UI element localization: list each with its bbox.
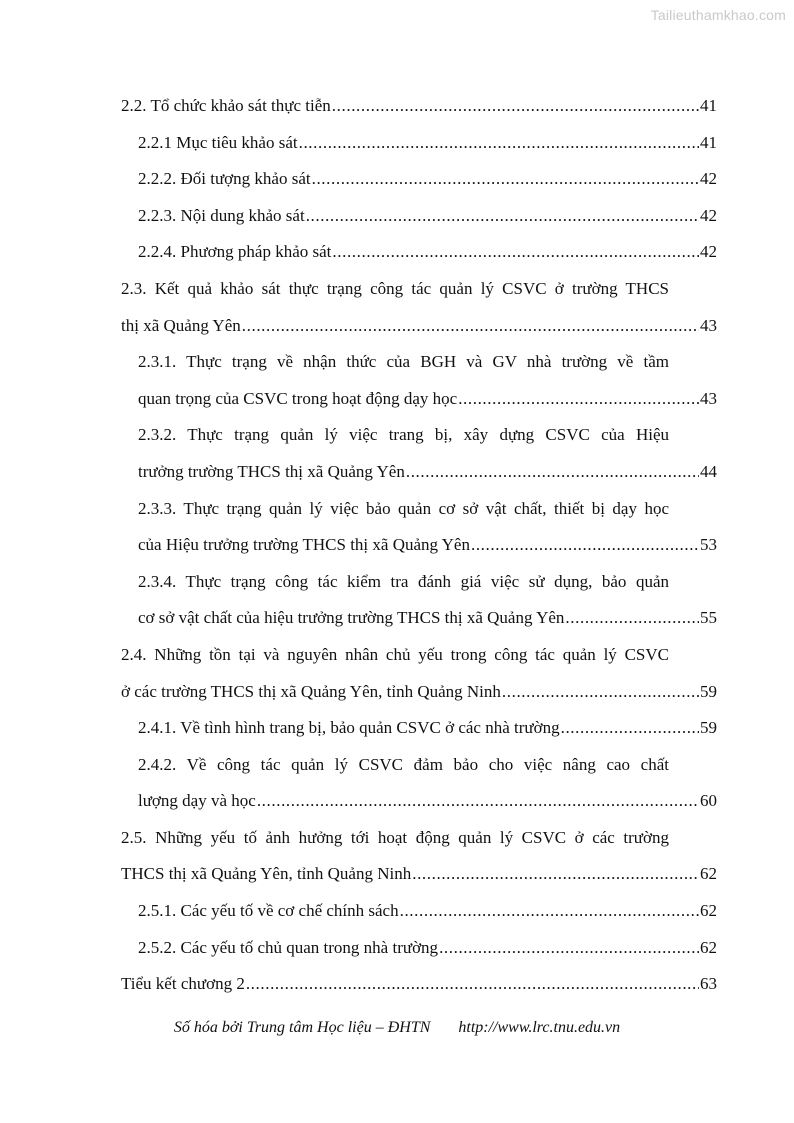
toc-entry-title: 2.2.4. Phương pháp khảo sát	[138, 242, 332, 262]
toc-entry-row	[121, 966, 717, 1003]
dot-leader	[458, 381, 699, 418]
toc-entry-line: 2.3.4. Thực trạng công tác kiểm tra đánh giá việc sử dụng, bảo quản	[138, 571, 669, 591]
dot-leader	[561, 710, 699, 747]
toc-entry-line: 2.3.2. Thực trạng quản lý việc trang bị, xây dựng CSVC của Hiệu	[138, 425, 669, 445]
toc-entry-row	[121, 856, 717, 893]
toc-entry[interactable]	[121, 966, 717, 1003]
toc-page-number: 63	[700, 974, 717, 994]
toc-entry-row	[138, 381, 717, 418]
toc-entry-title: 2.2.2. Đối tượng khảo sát	[138, 169, 311, 189]
toc-entry-line: 2.4.2. Về công tác quản lý CSVC đảm bảo cho việc nâng cao chất	[138, 754, 669, 774]
toc-entry-row	[138, 930, 717, 967]
dot-leader	[242, 308, 699, 345]
dot-leader	[299, 125, 699, 162]
toc-entry-row	[121, 674, 717, 711]
toc-page-number: 55	[700, 608, 717, 628]
toc-entry-line: 2.3.1. Thực trạng về nhận thức của BGH và GV nhà trường về tầm	[138, 352, 669, 372]
page-footer	[0, 1019, 794, 1037]
toc-entry-row	[138, 125, 717, 162]
toc-entry[interactable]	[121, 417, 717, 490]
toc-entry-title: cơ sở vật chất của hiệu trưởng trường THCS thị xã Quảng Yên	[138, 608, 565, 628]
dot-leader	[406, 454, 699, 491]
toc-entry[interactable]	[121, 198, 717, 235]
dot-leader	[306, 198, 699, 235]
table-of-contents	[121, 88, 717, 1003]
toc-entry-line: 2.3. Kết quả khảo sát thực trạng công tác quản lý CSVC ở trường THCS	[121, 278, 669, 298]
toc-page-number: 41	[700, 96, 717, 115]
toc-entry[interactable]	[121, 893, 717, 930]
dot-leader	[565, 600, 699, 637]
toc-entry[interactable]	[121, 234, 717, 271]
toc-entry-row	[138, 527, 717, 564]
toc-page-number: 44	[700, 461, 717, 481]
toc-page-number: 59	[700, 718, 717, 738]
toc-entry[interactable]	[121, 88, 717, 125]
dot-leader	[246, 966, 699, 1003]
toc-entry-title: trưởng trường THCS thị xã Quảng Yên	[138, 461, 405, 481]
toc-page-number: 62	[700, 901, 717, 921]
dot-leader	[412, 856, 699, 893]
toc-entry[interactable]	[121, 271, 717, 344]
toc-entry-row	[138, 161, 717, 198]
toc-entry-title: lượng dạy và học	[138, 791, 256, 811]
toc-entry[interactable]	[121, 161, 717, 198]
dot-leader	[439, 930, 699, 967]
toc-entry-line: 2.5. Những yếu tố ảnh hưởng tới hoạt động quản lý CSVC ở các trường	[121, 827, 669, 847]
toc-entry-row	[138, 783, 717, 820]
toc-page-number: 53	[700, 535, 717, 555]
footer-url: http://www.lrc.tnu.edu.vn	[458, 1019, 621, 1036]
toc-page-number: 43	[700, 315, 717, 335]
toc-entry-title: 2.5.2. Các yếu tố chủ quan trong nhà trường	[138, 937, 439, 957]
toc-entry-title: 2.2. Tổ chức khảo sát thực tiễn	[121, 96, 331, 115]
dot-leader	[332, 234, 699, 271]
watermark-text: Tailieuthamkhao.com	[650, 7, 786, 23]
dot-leader	[332, 88, 699, 125]
toc-entry-title: 2.4.1. Về tình hình trang bị, bảo quản CSVC ở các nhà trường	[138, 718, 560, 738]
dot-leader	[471, 527, 699, 564]
toc-entry-row	[138, 893, 717, 930]
toc-entry-title: ở các trường THCS thị xã Quảng Yên, tỉnh Quảng Ninh	[121, 681, 501, 701]
toc-entry[interactable]	[121, 710, 717, 747]
toc-page-number: 43	[700, 388, 717, 408]
dot-leader	[400, 893, 699, 930]
toc-page-number: 62	[700, 937, 717, 957]
toc-entry-title: của Hiệu trưởng trường THCS thị xã Quảng Yên	[138, 535, 470, 555]
toc-entry-row	[138, 710, 717, 747]
toc-entry-title: 2.5.1. Các yếu tố về cơ chế chính sách	[138, 901, 399, 921]
toc-entry-title: 2.2.1 Mục tiêu khảo sát	[138, 132, 298, 152]
toc-page-number: 41	[700, 132, 717, 152]
dot-leader	[502, 674, 699, 711]
toc-entry-title: quan trọng của CSVC trong hoạt động dạy học	[138, 388, 458, 408]
toc-entry-row	[138, 454, 717, 491]
dot-leader	[257, 783, 699, 820]
toc-page-number: 59	[700, 681, 717, 701]
toc-entry[interactable]	[121, 820, 717, 893]
toc-entry-row	[138, 198, 717, 235]
toc-entry-title: thị xã Quảng Yên	[121, 315, 241, 335]
toc-entry-title: 2.2.3. Nội dung khảo sát	[138, 205, 305, 225]
toc-page-number: 62	[700, 864, 717, 884]
footer-credit: Số hóa bởi Trung tâm Học liệu – ĐHTN	[173, 1019, 431, 1036]
toc-entry-row	[121, 88, 717, 125]
toc-entry-title: THCS thị xã Quảng Yên, tỉnh Quảng Ninh	[121, 864, 412, 884]
toc-page-number: 42	[700, 169, 717, 189]
toc-entry[interactable]	[121, 125, 717, 162]
toc-entry-title: Tiểu kết chương 2	[121, 974, 245, 994]
toc-entry[interactable]	[121, 747, 717, 820]
toc-entry-row	[138, 234, 717, 271]
toc-entry[interactable]	[121, 491, 717, 564]
toc-entry-line: 2.4. Những tồn tại và nguyên nhân chủ yếu trong công tác quản lý CSVC	[121, 644, 669, 664]
toc-entry[interactable]	[121, 637, 717, 710]
toc-entry[interactable]	[121, 344, 717, 417]
dot-leader	[312, 161, 699, 198]
toc-entry[interactable]	[121, 930, 717, 967]
toc-entry-row	[121, 308, 717, 345]
toc-page-number: 42	[700, 205, 717, 225]
toc-page-number: 42	[700, 242, 717, 262]
toc-entry-line: 2.3.3. Thực trạng quản lý việc bảo quản cơ sở vật chất, thiết bị dạy học	[138, 498, 669, 518]
toc-page-number: 60	[700, 791, 717, 811]
toc-entry-row	[138, 600, 717, 637]
toc-entry[interactable]	[121, 564, 717, 637]
